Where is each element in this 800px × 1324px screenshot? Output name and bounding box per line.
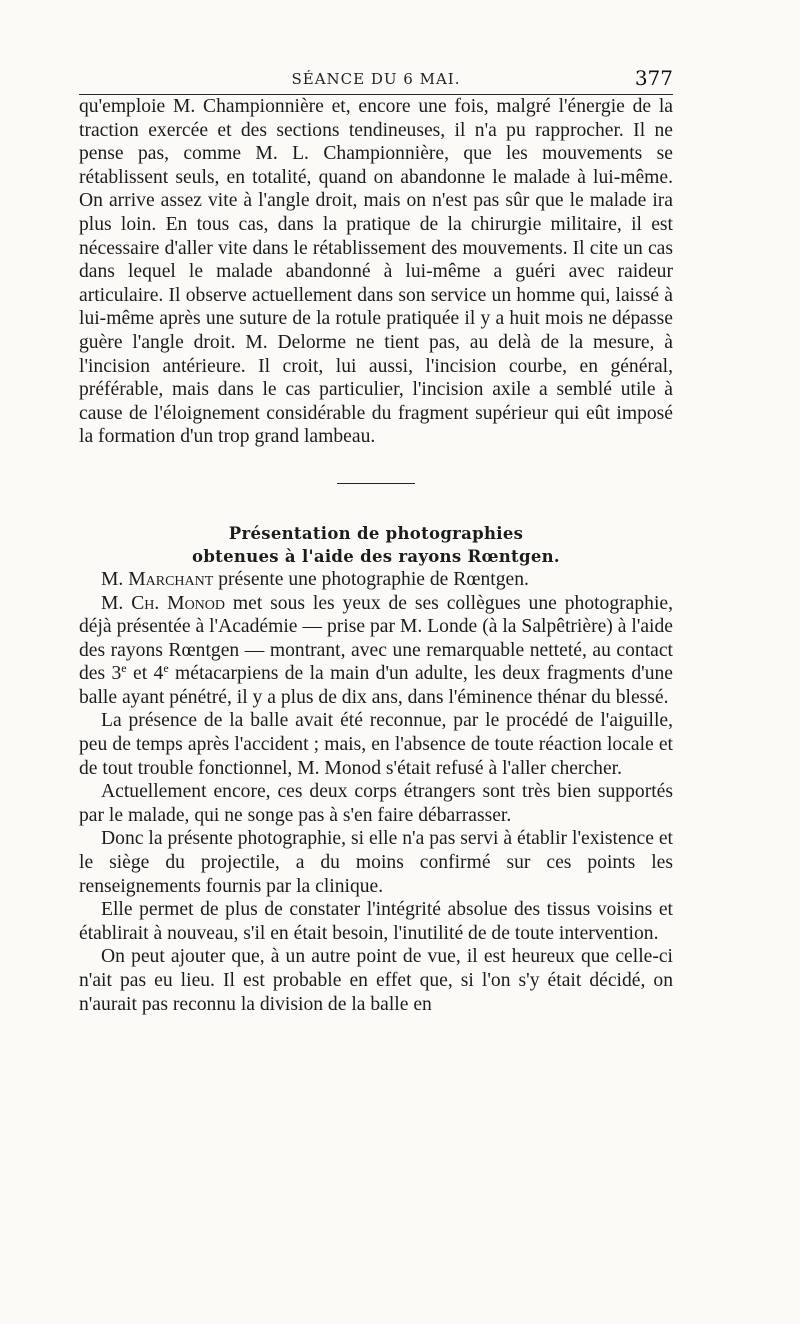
paragraph-donc: Donc la présente photographie, si elle n'a pas servi à établir l'existence et le siège du projectile, a du moins confirmé sur ces points les renseignements fournis par la clinique. [79,828,673,897]
paragraph-on-peut: On peut ajouter que, à un autre point de vue, il est heureux que celle-ci n'ait pas eu lieu. Il est probable en effet que, si l'on s'y était décidé, on n'aurait pas reconnu la division de la balle en [79,946,673,1015]
section-heading-line-2: obtenues à l'aide des rayons Rœntgen. [192,546,560,566]
section-heading-line-1: Présentation de photographies [228,523,524,543]
paragraph-presence: La présence de la balle avait été reconnue, par le procédé de l'aiguille, peu de temps après l'accident ; mais, en l'absence de toute réaction locale et de tout trouble fonctionnel, M. Monod s'était refusé à l'aller chercher. [79,710,673,779]
body-text [79,95,673,1016]
running-title: SÉANCE DU 6 MAI. [291,70,461,88]
paragraph-text: présente une photographie de Rœntgen. [213,568,529,590]
continuation-paragraph: qu'emploie M. Championnière et, encore une fois, malgré l'énergie de la traction exercée et des sections tendineuses, il n'a pu rapprocher. Il ne pense pas, comme M. L. Championnière, que les mouvements se rétablissent seuls, en totalité, quand on abandonne le malade à lui-même. On arrive assez vite à l'angle droit, mais on n'est pas sûr que le malade ira plus loin. En tous cas, dans la pratique de la chirurgie militaire, il est nécessaire d'aller vite dans le rétablissement des mouvements. Il cite un cas dans lequel le malade abandonné à lui-même a guéri avec raideur articulaire. Il observe actuellement dans son service un homme qui, laissé à lui-même après une suture de la rotule pratiquée il y a huit mois ne dépasse guère l'angle droit. M. Delorme ne tient pas, au delà de la mesure, à l'incision antérieure. Il croit, lui aussi, l'incision courbe, en général, préférable, mais dans le cas particulier, l'incision axile a semblé utile à cause de l'éloignement considérable du fragment supérieur qui eût imposé la formation d'un trop grand lambeau. [79,96,673,448]
paragraph-text: métacarpiens de la main d'un adulte, les deux fragments d'une balle ayant pénétré, il y a plus de dix ans, dans l'éminence thénar du blessé. [79,663,674,708]
paragraph-text: et 4 [126,663,164,685]
running-header [79,60,673,95]
paragraph-text: met sous les yeux de ses collègues une photographie, déjà présentée à l'Académie — prise par M. Londe (à la Salpêtrière) à l'aide des rayons Rœntgen — montrant, avec une remarquable netteté, au contact des 3 [79,592,674,685]
paragraph-monod [79,592,673,710]
paragraph-marchant [79,568,673,592]
speaker-name: M. Marchant [101,568,214,590]
paragraph-elle-permet: Elle permet de plus de constater l'intégrité absolue des tissus voisins et établirait à nouveau, s'il en était besoin, l'inutilité de de toute intervention. [79,899,673,944]
paragraph-actuellement: Actuellement encore, ces deux corps étrangers sont très bien supportés par le malade, qui ne songe pas à s'en faire débarrasser. [79,781,673,826]
section-heading [79,522,673,568]
page [79,60,673,1016]
ordinal-superscript: e [121,661,127,676]
section-divider [337,483,415,484]
ordinal-superscript: e [163,661,169,676]
speaker-name: M. Ch. Monod [101,592,226,614]
page-number: 377 [634,66,673,90]
